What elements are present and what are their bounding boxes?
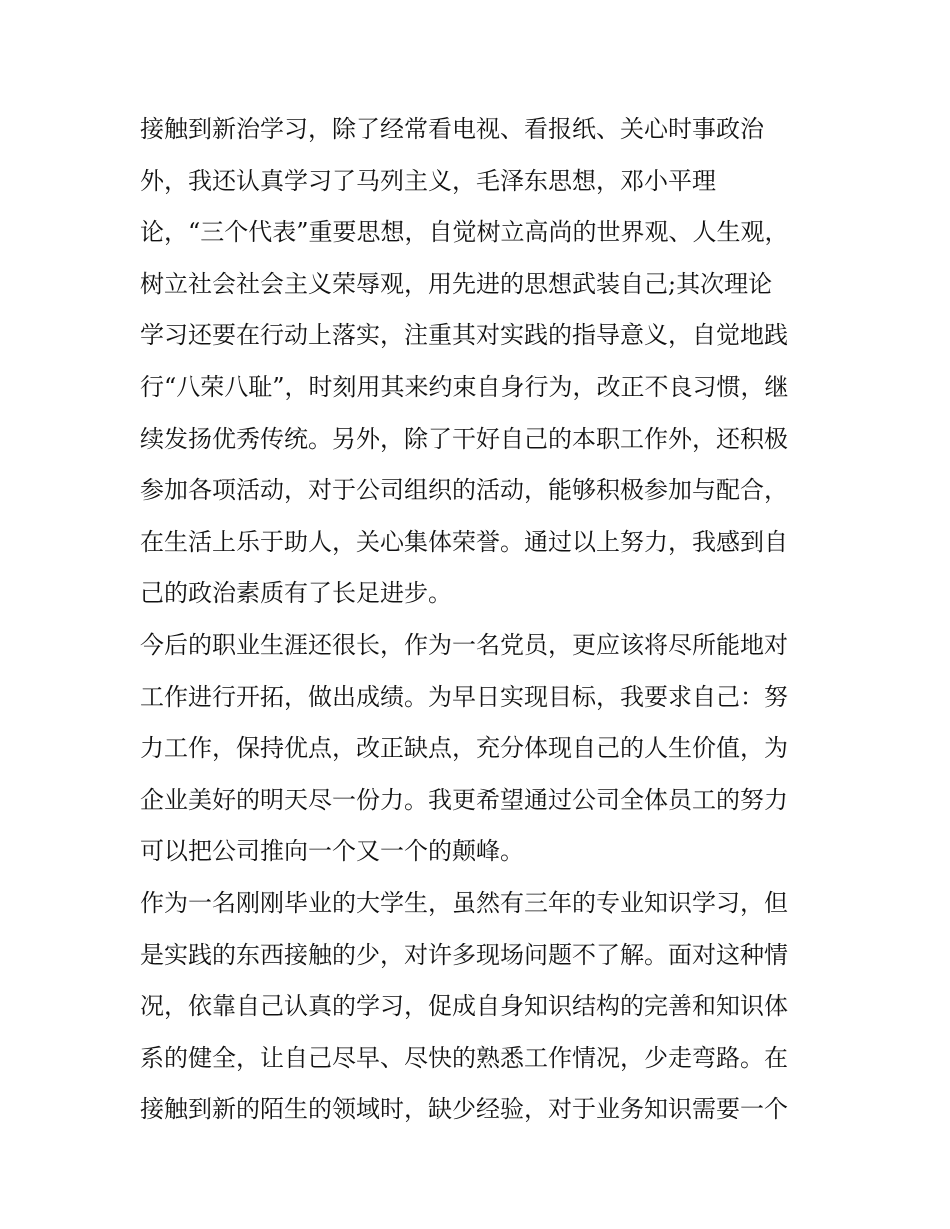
text-line: 作为一名刚刚毕业的大学生，虽然有三年的专业知识学习，但 xyxy=(140,888,788,917)
text-line: 在生活上乐于助人，关心集体荣誉。通过以上努力，我感到自 xyxy=(140,527,788,556)
text-line: 况，依靠自己认真的学习，促成自身知识结构的完善和知识体 xyxy=(140,992,788,1021)
text-line: 今后的职业生涯还很长，作为一名党员，更应该将尽所能地对 xyxy=(140,630,788,659)
text-line: 参加各项活动，对于公司组织的活动，能够积极参加与配合， xyxy=(140,476,788,505)
text-line: 接触到新治学习，除了经常看电视、看报纸、关心时事政治 xyxy=(140,115,764,143)
text-line: 续发扬优秀传统。另外，除了干好自己的本职工作外，还积极 xyxy=(140,424,788,453)
text-line: 可以把公司推向一个又一个的颠峰。 xyxy=(140,837,524,866)
text-line: 论，“三个代表”重要思想，自觉树立高尚的世界观、人生观， xyxy=(140,218,789,247)
text-line: 企业美好的明天尽一份力。我更希望通过公司全体员工的努力 xyxy=(140,785,788,814)
text-line: 行“八荣八耻”，时刻用其来约束自身行为，改正不良习惯，继 xyxy=(140,372,789,401)
document-body xyxy=(140,104,820,1136)
text-line: 是实践的东西接触的少，对许多现场问题不了解。面对这种情 xyxy=(140,940,788,969)
text-line: 力工作，保持优点，改正缺点，充分体现自己的人生价值，为 xyxy=(140,734,788,763)
text-line: 外，我还认真学习了马列主义，毛泽东思想，邓小平理 xyxy=(140,166,716,195)
text-line: 工作进行开拓，做出成绩。为早日实现目标，我要求自己：努 xyxy=(140,682,788,711)
text-line: 己的政治素质有了长足进步。 xyxy=(140,579,452,608)
text-line: 接触到新的陌生的领域时，缺少经验，对于业务知识需要一个 xyxy=(140,1095,788,1124)
text-line: 学习还要在行动上落实，注重其对实践的指导意义，自觉地践 xyxy=(140,321,788,350)
text-line: 树立社会社会主义荣辱观，用先进的思想武装自己;其次理论 xyxy=(140,269,773,298)
text-line: 系的健全，让自己尽早、尽快的熟悉工作情况，少走弯路。在 xyxy=(140,1043,788,1072)
